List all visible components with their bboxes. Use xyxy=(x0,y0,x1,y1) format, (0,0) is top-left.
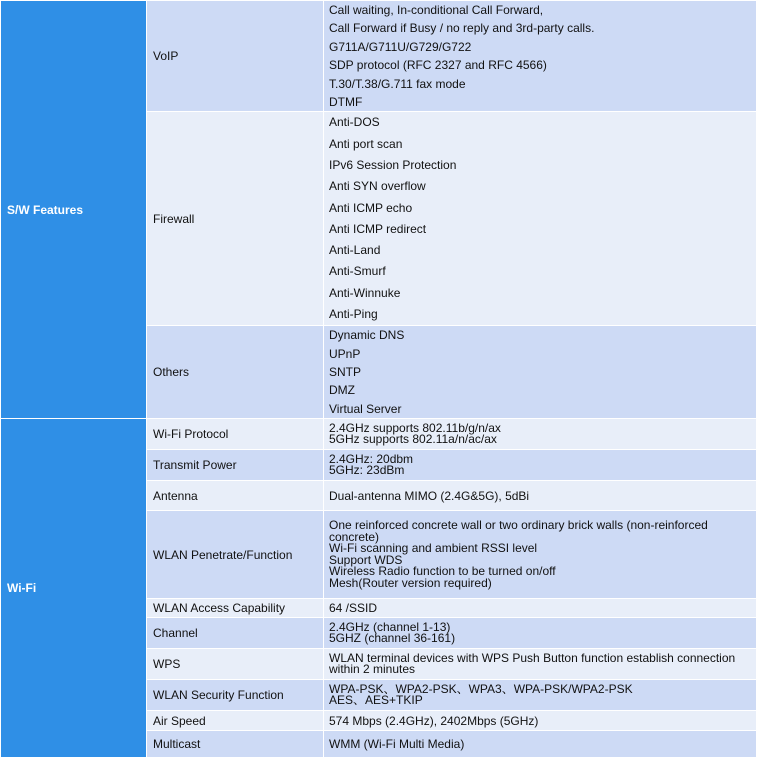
category-sw-features: S/W Features xyxy=(1,1,147,419)
firewall-line: IPv6 Session Protection xyxy=(329,157,457,172)
wlan-penetrate-line: Wi-Fi scanning and ambient RSSI level xyxy=(329,541,538,556)
feature-multicast: Multicast xyxy=(147,731,324,758)
feature-wps: WPS xyxy=(147,649,324,680)
firewall-line: Anti-Ping xyxy=(329,307,378,322)
transmit-power-line: 5GHz: 23dBm xyxy=(329,463,405,478)
wifi-protocol-line: 5GHz supports 802.11a/n/ac/ax xyxy=(329,432,497,447)
others-line: Dynamic DNS xyxy=(329,328,405,343)
antenna-line: Dual-antenna MIMO (2.4G&5G), 5dBi xyxy=(329,488,530,503)
value-air-speed xyxy=(324,711,757,731)
value-firewall xyxy=(324,112,757,326)
feature-wlan-security: WLAN Security Function xyxy=(147,680,324,711)
feature-firewall: Firewall xyxy=(147,112,324,326)
value-wifi-protocol xyxy=(324,419,757,450)
wlan-penetrate-line: Wireless Radio function to be turned on/off xyxy=(329,564,556,579)
feature-channel: Channel xyxy=(147,618,324,649)
value-others xyxy=(324,326,757,419)
transmit-power-line: 2.4GHz: 20dbm xyxy=(329,451,414,466)
row-wifi-protocol xyxy=(1,419,757,450)
feature-others: Others xyxy=(147,326,324,419)
firewall-line: Anti-Land xyxy=(329,243,381,258)
wlan-penetrate-line: Mesh(Router version required) xyxy=(329,575,492,590)
firewall-line: Anti-DOS xyxy=(329,115,380,130)
feature-wlan-access: WLAN Access Capability xyxy=(147,599,324,618)
firewall-line: Anti-Smurf xyxy=(329,264,386,279)
others-line: DMZ xyxy=(329,383,355,398)
value-wlan-security xyxy=(324,680,757,711)
row-voip xyxy=(1,1,757,112)
voip-line: Call waiting, In-conditional Call Forward, xyxy=(329,3,544,17)
value-voip xyxy=(324,1,757,112)
firewall-line: Anti ICMP redirect xyxy=(329,221,427,236)
wlan-access-line: 64 /SSID xyxy=(329,601,378,616)
others-line: UPnP xyxy=(329,346,361,361)
voip-line: G711A/G711U/G729/G722 xyxy=(329,39,472,54)
category-wifi: Wi-Fi xyxy=(1,419,147,758)
value-wlan-penetrate xyxy=(324,511,757,599)
voip-line: SDP protocol (RFC 2327 and RFC 4566) xyxy=(329,58,547,73)
wlan-security-line: AES、AES+TKIP xyxy=(329,693,423,708)
wlan-security-line: WPA-PSK、WPA2-PSK、WPA3、WPA-PSK/WPA2-PSK xyxy=(329,681,633,696)
wlan-penetrate-line: Support WDS xyxy=(329,552,403,567)
air-speed-line: 574 Mbps (2.4GHz), 2402Mbps (5GHz) xyxy=(329,713,539,728)
wps-line: WLAN terminal devices with WPS Push Button function establish connection within 2 minutes xyxy=(329,650,736,677)
others-line: SNTP xyxy=(329,365,362,380)
feature-air-speed: Air Speed xyxy=(147,711,324,731)
feature-wifi-protocol: Wi-Fi Protocol xyxy=(147,419,324,450)
feature-voip: VoIP xyxy=(147,1,324,112)
value-wps xyxy=(324,649,757,680)
feature-antenna: Antenna xyxy=(147,481,324,511)
value-channel xyxy=(324,618,757,649)
firewall-line: Anti SYN overflow xyxy=(329,179,426,194)
wifi-protocol-line: 2.4GHz supports 802.11b/g/n/ax xyxy=(329,420,501,435)
voip-line: T.30/T.38/G.711 fax mode xyxy=(329,76,466,91)
value-wlan-access xyxy=(324,599,757,618)
firewall-line: Anti-Winnuke xyxy=(329,285,401,300)
voip-line: DTMF xyxy=(329,94,363,109)
feature-transmit-power: Transmit Power xyxy=(147,450,324,481)
firewall-line: Anti port scan xyxy=(329,136,403,151)
feature-wlan-penetrate: WLAN Penetrate/Function xyxy=(147,511,324,599)
multicast-line: WMM (Wi-Fi Multi Media) xyxy=(329,737,465,752)
firewall-line: Anti ICMP echo xyxy=(329,200,413,215)
voip-line: Call Forward if Busy / no reply and 3rd-party calls. xyxy=(329,21,595,36)
value-multicast xyxy=(324,731,757,758)
channel-line: 2.4GHz (channel 1-13) xyxy=(329,619,451,634)
channel-line: 5GHZ (channel 36-161) xyxy=(329,631,456,646)
others-line: Virtual Server xyxy=(329,401,402,416)
wlan-penetrate-line: One reinforced concrete wall or two ordinary brick walls (non-reinforced concrete) xyxy=(329,517,708,544)
value-antenna xyxy=(324,481,757,511)
value-transmit-power xyxy=(324,450,757,481)
